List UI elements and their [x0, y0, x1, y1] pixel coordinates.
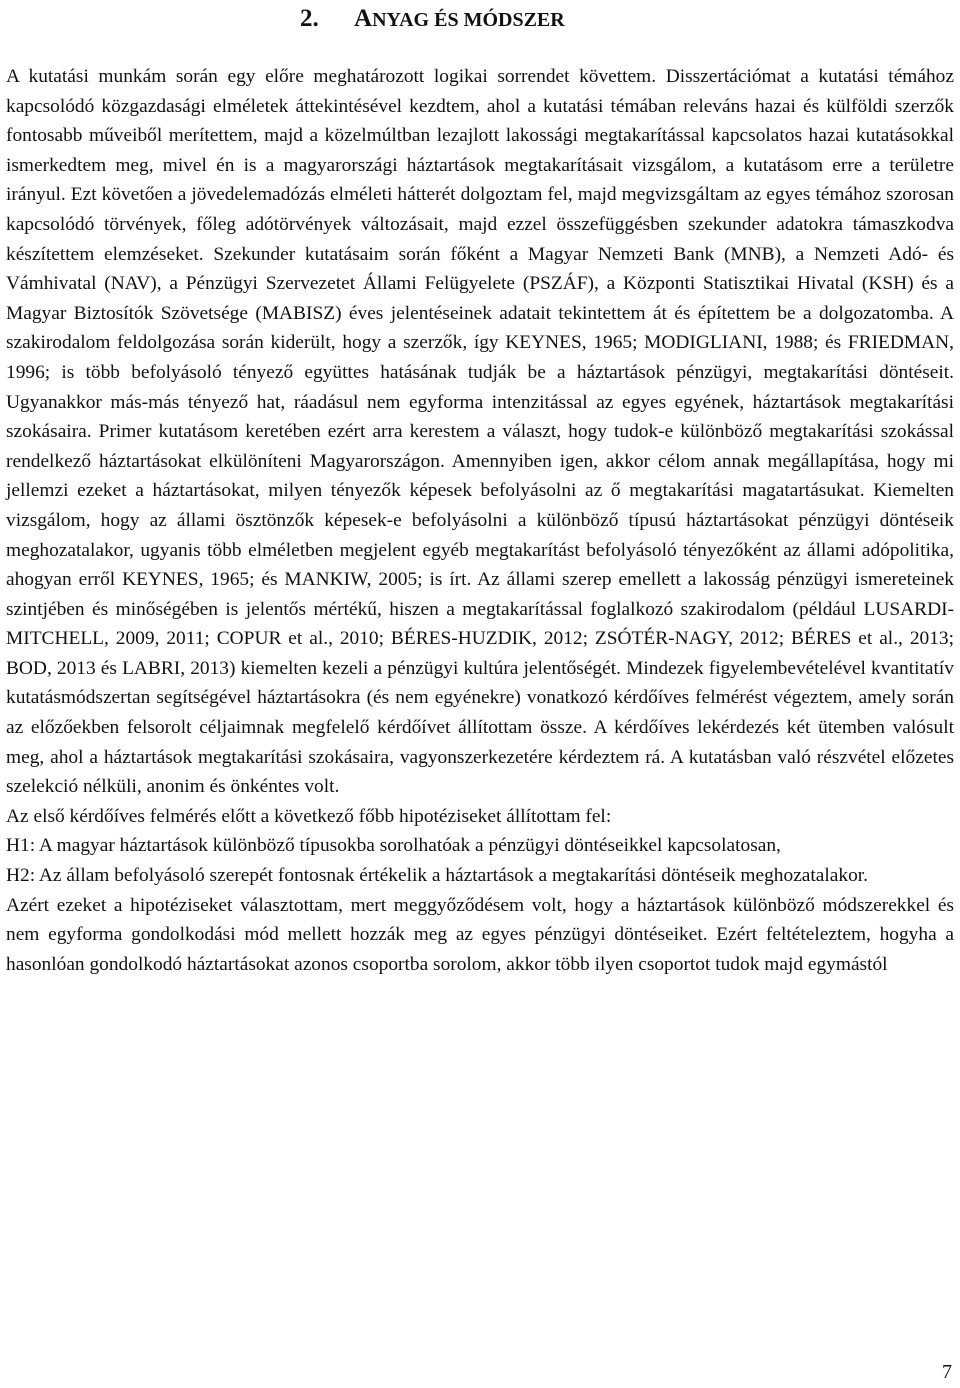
- section-heading: [300, 2, 565, 37]
- body-text: [6, 62, 954, 979]
- page-number: 7: [942, 1361, 952, 1383]
- paragraph-hypotheses-intro: Az első kérdőíves felmérés előtt a következő főbb hipotéziseket állítottam fel:: [6, 805, 612, 827]
- section-title-first-letter: A: [354, 5, 373, 32]
- section-title: NYAG ÉS MÓDSZER: [372, 9, 565, 31]
- paragraph-hypothesis-h1: H1: A magyar háztartások különböző típusokba sorolhatóak a pénzügyi döntéseikkel kapcsolatosan,: [6, 835, 781, 857]
- paragraph-rationale: Azért ezeket a hipotéziseket választottam, mert meggyőződésem volt, hogy a háztartások különböző módszerekkel és nem egyforma gondolkodási mód mellett hozzák meg az egyes pénzügyi döntéseiket. Ezért feltételeztem, hogyha a hasonlóan gondolkodó háztartásokat azonos csoportba sorolom, akkor több ilyen csoportot tudok majd egymástól: [6, 894, 954, 975]
- paragraph-methodology: A kutatási munkám során egy előre meghatározott logikai sorrendet követtem. Disszertációmat a kutatási témához kapcsolódó közgazdasági elméletek áttekintésével kezdtem, ahol a kutatási témában releváns hazai és külföldi szerzők fontosabb műveiből merítettem, majd a közelmúltban lezajlott lakossági megtakarítással kapcsolatos hazai kutatásokkal ismerkedtem meg, mivel én is a magyarországi háztartások megtakarításait vizsgálom, a kutatásom erre a területre irányul. Ezt követően a jövedelemadózás elméleti hátterét dolgoztam fel, majd megvizsgáltam az egyes témához szorosan kapcsolódó törvények, főleg adótörvények változásait, majd ezzel összefüggésben szekunder adatokra támaszkodva készítettem elemzéseket. Szekunder kutatásaim során főként a Magyar Nemzeti Bank (MNB), a Nemzeti Adó- és Vámhivatal (NAV), a Pénzügyi Szervezetet Állami Felügyelete (PSZÁF), a Központi Statisztikai Hivatal (KSH) és a Magyar Biztosítók Szövetsége (MABISZ) éves jelentéseinek adatait tekintettem át és építettem be a dolgozatomba. A szakirodalom feldolgozása során kiderült, hogy a szerzők, így KEYNES, 1965; MODIGLIANI, 1988; és FRIEDMAN, 1996; is több befolyásoló tényező együttes hatásának tudják be a háztartások pénzügyi, megtakarítási döntéseit. Ugyanakkor más-más tényező hat, ráadásul nem egyforma intenzitással az egyes egyének, háztartások megtakarítási szokásaira. Primer kutatásom keretében ezért arra kerestem a választ, hogy tudok-e különböző megtakarítási szokással rendelkező háztartásokat elkülöníteni Magyarországon. Amennyiben igen, akkor célom annak megállapítása, hogy mi jellemzi ezeket a háztartásokat, milyen tényezők képesek befolyásolni az ő megtakarítási magatartásukat. Kiemelten vizsgálom, hogy az állami ösztönzők képesek-e befolyásolni a különböző típusú háztartásokat pénzügyi döntéseik meghozatalakor, ugyanis több elméletben megjelent egyéb megtakarítást befolyásoló tényezőként az állami adópolitika, ahogyan erről KEYNES, 1965; és MANKIW, 2005; is írt. Az állami szerep emellett a lakosság pénzügyi ismereteinek szintjében és minőségében is jelentős mértékű, hiszen a megtakarítással foglalkozó szakirodalom (például LUSARDI-MITCHELL, 2009, 2011; COPUR et al., 2010; BÉRES-HUZDIK, 2012; ZSÓTÉR-NAGY, 2012; BÉRES et al., 2013; BOD, 2013 és LABRI, 2013) kiemelten kezeli a pénzügyi kultúra jelentőségét. Mindezek figyelembevételével kvantitatív kutatásmódszertan segítségével háztartásokra (és nem egyénekre) vonatkozó kérdőíves felmérést végeztem, amely során az előzőekben felsorolt céljaimnak megfelelő kérdőívet állítottam össze. A kérdőíves lekérdezés két ütemben valósult meg, ahol a háztartások megtakarítási szokásaira, vagyonszerkezetére kérdeztem rá. A kutatásban való részvétel előzetes szelekció nélküli, anonim és önkéntes volt.: [6, 66, 954, 798]
- paragraph-hypothesis-h2: H2: Az állam befolyásoló szerepét fontosnak értékelik a háztartások a megtakarítási döntéseik meghozatalakor.: [6, 865, 869, 887]
- section-number: 2.: [300, 5, 319, 32]
